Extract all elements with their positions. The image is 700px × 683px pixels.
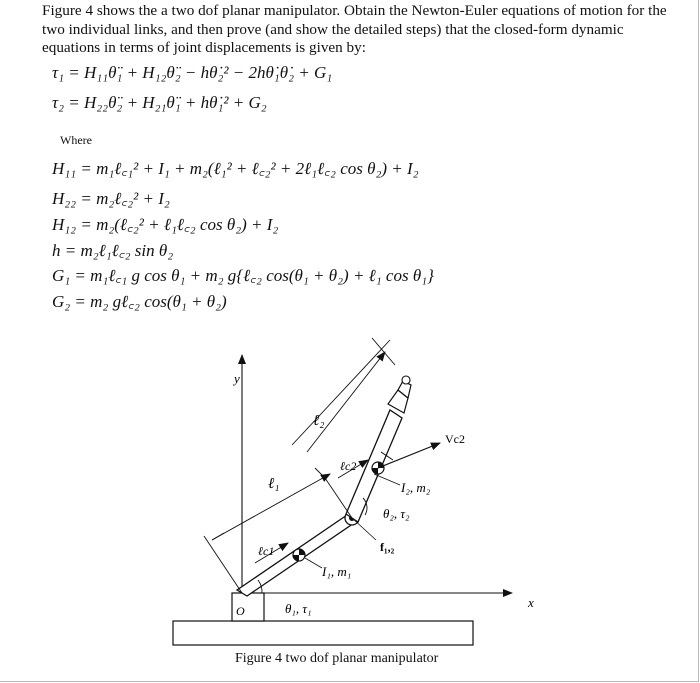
x-axis-label: x [528,595,534,610]
definition-h11: H₁₁ = m₁ℓ꜀₁² + I₁ + m₂(ℓ₁² + ℓ꜀₂² + 2ℓ₁ℓ꜀₂ cos θ₂) + I₂ [52,159,419,178]
definition-h12: H₁₂ = m₂(ℓ꜀₂² + ℓ₁ℓ꜀₂ cos θ₂) + I₂ [52,215,279,234]
figure-caption: Figure 4 two dof planar manipulator [235,651,439,666]
y-axis-label: y [234,371,240,386]
link-1-props: I₁, m₁ [322,564,352,579]
equation-tau2: τ₂ = H₂₂θ̈₂ + H₂₁θ̈₁ + hθ̇₁² + G₂ [52,93,267,112]
joint-2-angle: θ₂, τ₂ [383,506,410,521]
l1-label: ℓ₁ [268,476,280,492]
velocity-label: Vc2 [445,432,465,446]
lc2-label: ℓc2 [340,459,357,473]
base-block [173,621,473,645]
end-effector [388,376,411,413]
joint-1-angle: θ₁, τ₁ [285,601,312,616]
definition-g2: G₂ = m₂ gℓ꜀₂ cos(θ₁ + θ₂) [52,292,227,311]
l2-label: ℓ₂ [313,413,325,429]
definition-h: h = m₂ℓ₁ℓ꜀₂ sin θ₂ [52,241,174,260]
origin-label: O [236,604,245,618]
link-2-props: I₂, m₂ [401,480,431,495]
equation-tau1: τ₁ = H₁₁θ̈₁ + H₁₂θ̈₂ − hθ̇₂² − 2hθ̇₁θ̇₂ + G₁ [52,63,333,82]
lc1-label: ℓc1 [258,544,275,558]
problem-statement: Figure 4 shows the a two dof planar manipulator. Obtain the Newton-Euler equations of motion for the two individual links, and then prove (and show the detailed steps) that the closed-form dynamic equations in terms of joint displacements is given by: [42,2,667,56]
definition-g1: G₁ = m₁ℓ꜀₁ g cos θ₁ + m₂ g{ℓ꜀₂ cos(θ₁ + θ₂) + ℓ₁ cos θ₁} [52,266,434,285]
l2-dimension [307,352,385,452]
definition-h22: H₂₂ = m₂ℓ꜀₂² + I₂ [52,189,170,208]
force-label: f₁,₂ [380,540,395,554]
where-label: Where [60,133,92,147]
